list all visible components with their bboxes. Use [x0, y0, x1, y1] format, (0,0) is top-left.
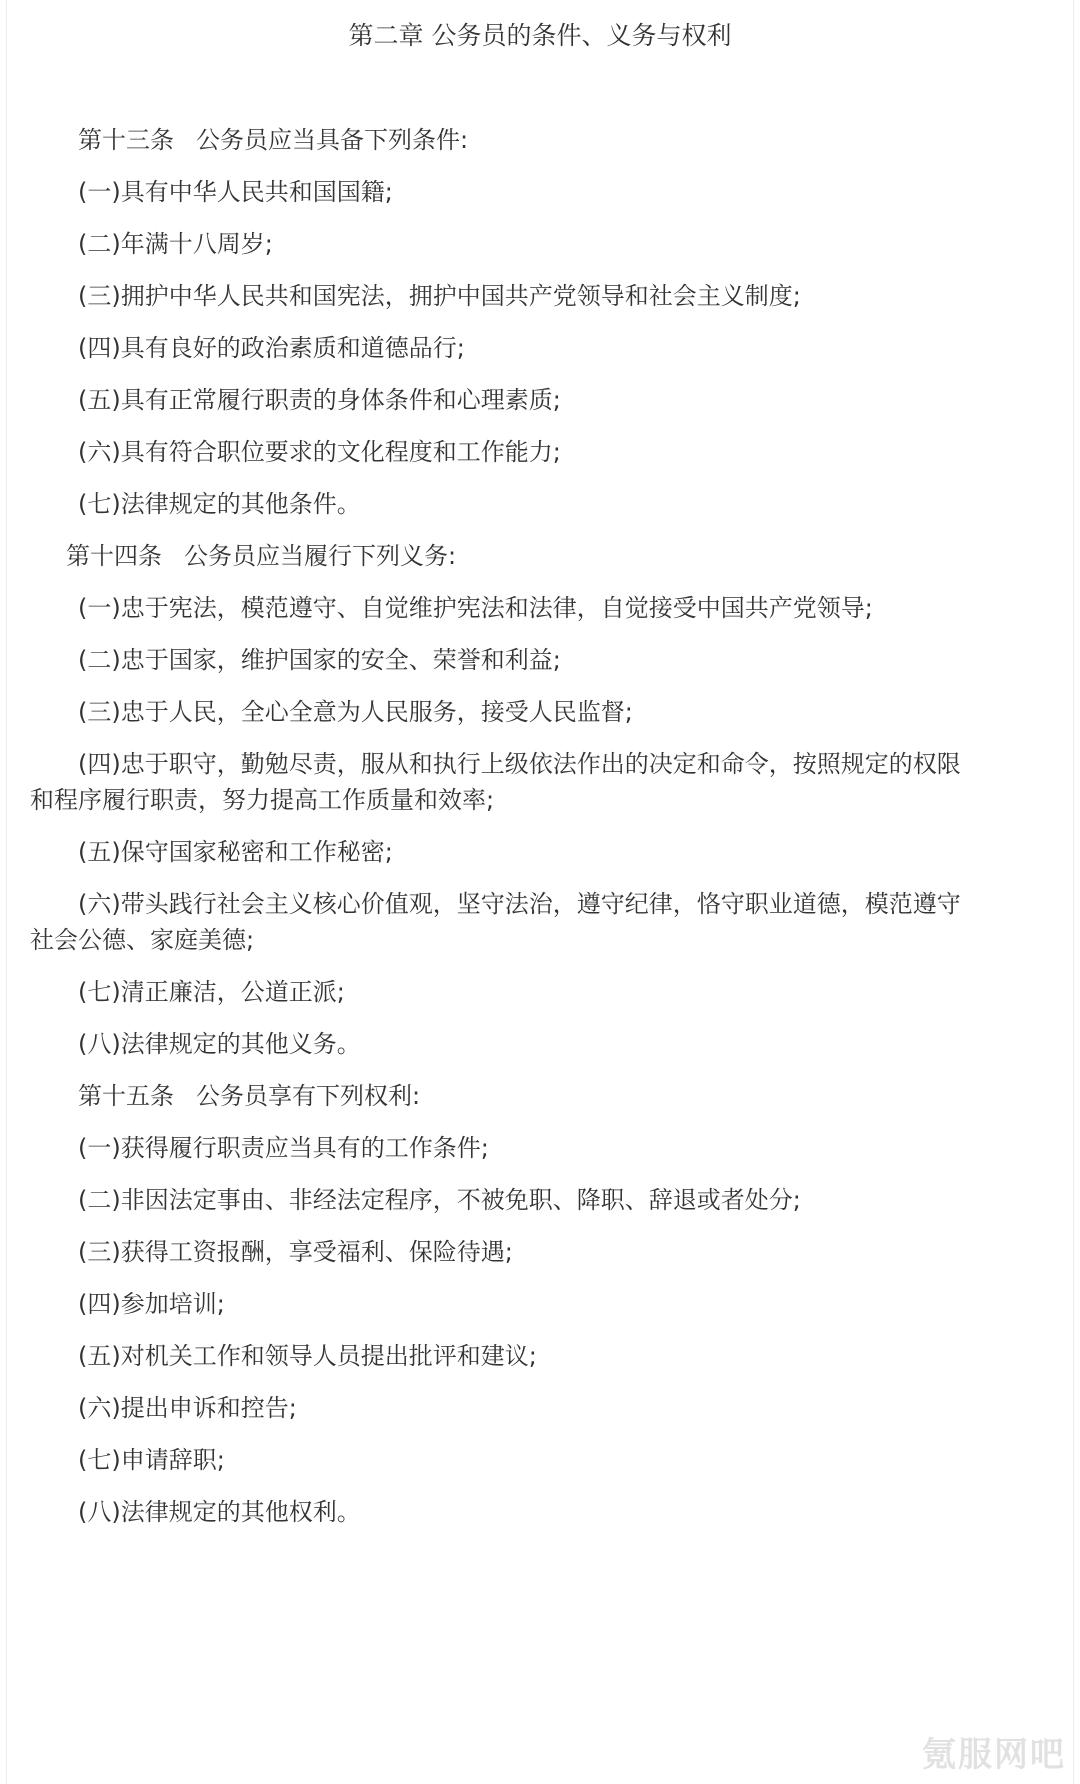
article-13-item: (四)具有良好的政治素质和道德品行; [78, 334, 465, 362]
article-13-text: 公务员应当具备下列条件: [196, 126, 469, 154]
article-13-item: (五)具有正常履行职责的身体条件和心理素质; [78, 386, 561, 414]
article-15-item: (三)获得工资报酬，享受福利、保险待遇; [78, 1238, 513, 1266]
article-15-heading [78, 1078, 420, 1114]
article-15-item: (二)非因法定事由、非经法定程序，不被免职、降职、辞退或者处分; [78, 1186, 801, 1214]
article-15-item: (八)法律规定的其他权利。 [78, 1498, 361, 1526]
article-14-item: (四)忠于职守，勤勉尽责，服从和执行上级依法作出的决定和命令，按照规定的权限 [78, 750, 961, 778]
article-13-item: (三)拥护中华人民共和国宪法，拥护中国共产党领导和社会主义制度; [78, 282, 801, 310]
article-13-label: 第十三条 [78, 126, 174, 154]
article-14-item: (八)法律规定的其他义务。 [78, 1030, 361, 1058]
article-14-text: 公务员应当履行下列义务: [184, 542, 457, 570]
watermark: 氪服网吧 [922, 1735, 1066, 1775]
article-14-item: (三)忠于人民，全心全意为人民服务，接受人民监督; [78, 698, 633, 726]
article-15-item: (七)申请辞职; [78, 1446, 225, 1474]
article-15-item: (五)对机关工作和领导人员提出批评和建议; [78, 1342, 537, 1370]
article-13-item: (一)具有中华人民共和国国籍; [78, 178, 393, 206]
article-14-label: 第十四条 [66, 542, 162, 570]
article-14-item-continuation: 社会公德、家庭美德; [30, 926, 255, 954]
article-15-item: (六)提出申诉和控告; [78, 1394, 297, 1422]
article-14-item: (一)忠于宪法，模范遵守、自觉维护宪法和法律，自觉接受中国共产党领导; [78, 594, 873, 622]
article-15-label: 第十五条 [78, 1082, 174, 1110]
article-13-item: (二)年满十八周岁; [78, 230, 273, 258]
article-14-item: (五)保守国家秘密和工作秘密; [78, 838, 393, 866]
article-13-item: (六)具有符合职位要求的文化程度和工作能力; [78, 438, 561, 466]
article-14-item: (六)带头践行社会主义核心价值观，坚守法治，遵守纪律，恪守职业道德，模范遵守 [78, 890, 961, 918]
article-14-item: (七)清正廉洁，公道正派; [78, 978, 345, 1006]
chapter-title: 第二章 公务员的条件、义务与权利 [348, 21, 732, 50]
article-14-heading [66, 538, 456, 574]
article-15-item: (一)获得履行职责应当具有的工作条件; [78, 1134, 489, 1162]
article-14-item: (二)忠于国家，维护国家的安全、荣誉和利益; [78, 646, 561, 674]
article-15-item: (四)参加培训; [78, 1290, 225, 1318]
article-15-text: 公务员享有下列权利: [196, 1082, 421, 1110]
article-14-item-continuation: 和程序履行职责，努力提高工作质量和效率; [30, 786, 495, 814]
article-13-heading [78, 122, 468, 158]
article-13-item: (七)法律规定的其他条件。 [78, 490, 361, 518]
